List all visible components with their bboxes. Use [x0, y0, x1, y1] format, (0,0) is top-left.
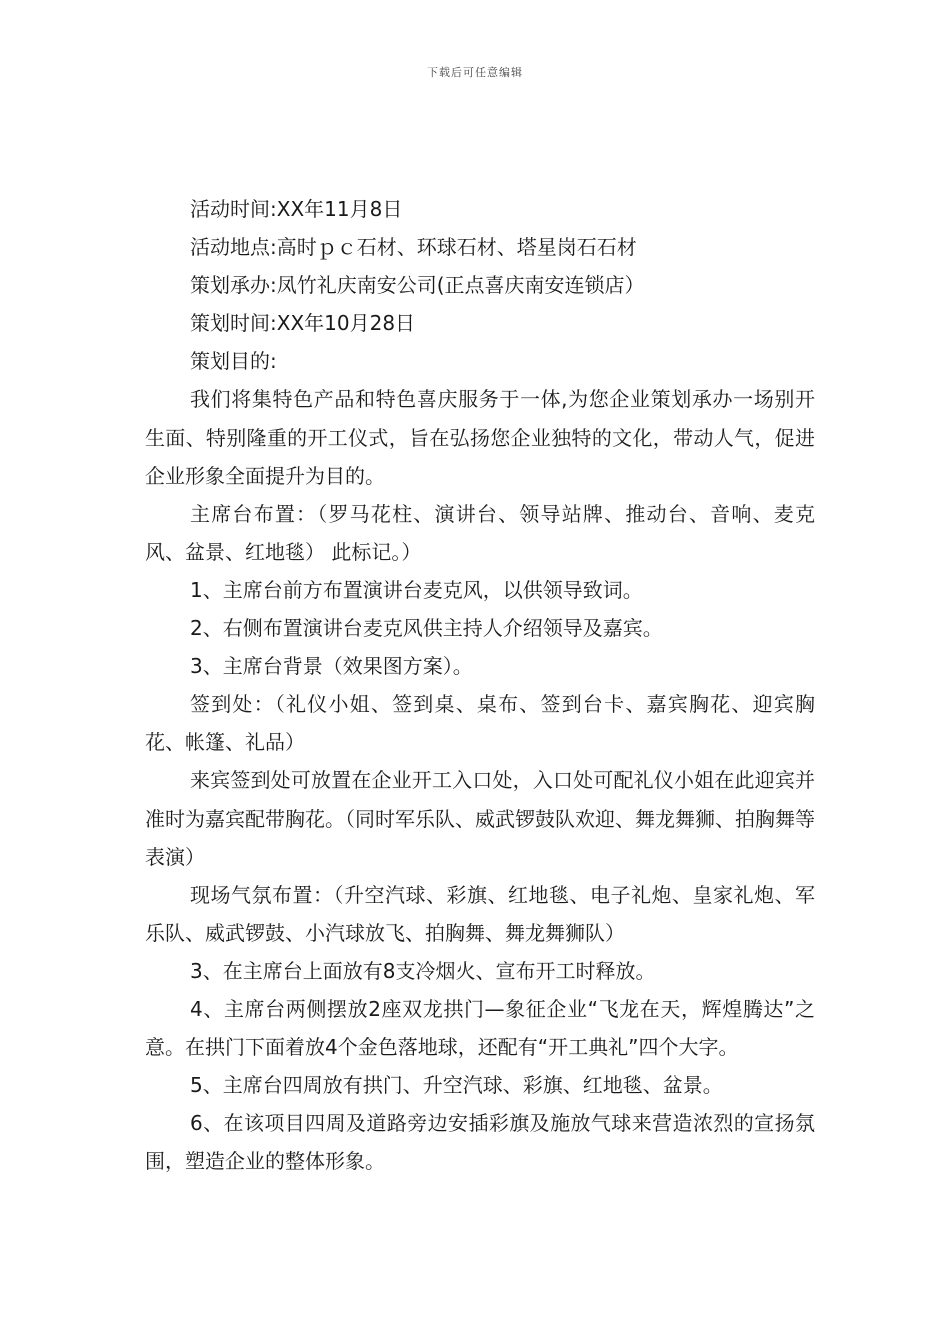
paragraph-plan-purpose: 我们将集特色产品和特色喜庆服务于一体,为您企业策划承办一场别开生面、特别隆重的开工仪式，旨在弘扬您企业独特的文化，带动人气，促进企业形象全面提升为目的。	[145, 387, 815, 488]
page-header: 下载后可任意编辑	[427, 66, 523, 79]
paragraph-signin-detail: 来宾签到处可放置在企业开工入口处，入口处可配礼仪小姐在此迎宾并准时为嘉宾配带胸花。（同时军乐队、威武锣鼓队欢迎、舞龙舞狮、拍胸舞等表演）	[145, 768, 815, 869]
paragraph-activity-location: 活动地点:高时ｐｃ石材、环球石材、塔星岗石石材	[190, 235, 637, 260]
paragraph-atmosphere-item-5: 5、主席台四周放有拱门、升空汽球、彩旗、红地毯、盆景。	[190, 1073, 723, 1098]
paragraph-activity-time: 活动时间:XX年11月8日	[190, 197, 403, 221]
paragraph-plan-time: 策划时间:XX年10月28日	[190, 311, 416, 336]
paragraph-plan-purpose-heading: 策划目的:	[190, 349, 277, 374]
paragraph-item-3: 3、主席台背景（效果图方案）。	[190, 654, 473, 679]
paragraph-atmosphere: 现场气氛布置：（升空汽球、彩旗、红地毯、电子礼炮、皇家礼炮、军乐队、威武锣鼓、小汽球放飞、拍胸舞、舞龙舞狮队）	[145, 882, 815, 945]
paragraph-item-2: 2、右侧布置演讲台麦克风供主持人介绍领导及嘉宾。	[190, 616, 663, 641]
paragraph-stage-layout: 主席台布置：（罗马花柱、演讲台、领导站牌、推动台、音响、麦克风、盆景、红地毯） 此标记。）	[145, 501, 815, 564]
document-body	[145, 190, 815, 1180]
paragraph-atmosphere-item-3: 3、在主席台上面放有8支冷烟火、宣布开工时释放。	[190, 958, 656, 983]
paragraph-signin: 签到处：（礼仪小姐、签到桌、桌布、签到台卡、嘉宾胸花、迎宾胸花、帐篷、礼品）	[145, 692, 815, 755]
paragraph-organizer: 策划承办:凤竹礼庆南安公司(正点喜庆南安连锁店）	[190, 273, 645, 298]
paragraph-atmosphere-item-6: 6、在该项目四周及道路旁边安插彩旗及施放气球来营造浓烈的宣扬氛围，塑造企业的整体形象。	[145, 1111, 815, 1174]
paragraph-atmosphere-item-4: 4、主席台两侧摆放2座双龙拱门—象征企业“飞龙在天，辉煌腾达”之意。在拱门下面着放4个金色落地球，还配有“开工典礼”四个大字。	[145, 996, 815, 1060]
paragraph-item-1: 1、主席台前方布置演讲台麦克风，以供领导致词。	[190, 577, 643, 602]
